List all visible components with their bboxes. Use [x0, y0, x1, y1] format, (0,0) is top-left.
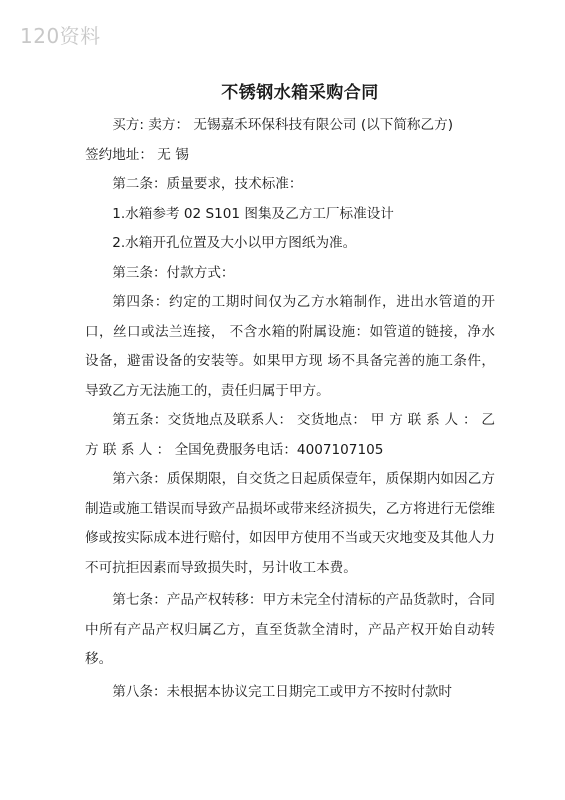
article-2-item-2: 2.水箱开孔位置及大小以甲方图纸为准。: [112, 235, 357, 251]
article-8: 第八条：未根据本协议完工日期完工或甲方不按时付款时: [112, 683, 453, 700]
signing-address: 签约地址： 无 锡: [85, 146, 189, 163]
parties-line: 买方: 卖方： 无锡嘉禾环保科技有限公司 (以下简称乙方): [112, 117, 453, 133]
watermark: 120资料: [20, 24, 101, 48]
article-6: 第六条：质保期限，自交货之日起质保壹年，质保期内如因乙方制造或施工错误而导致产品损坏或带来经济损失，乙方将进行无偿维修或按实际成本进行赔付，如因甲方使用不当或天灾地变及其他人力不可抗拒因素而导致损失时，另计收工本费。: [85, 471, 495, 576]
article-3-heading: 第三条：付款方式：: [112, 264, 235, 281]
article-7: 第七条：产品产权转移：甲方未完全付清标的产品货款时，合同中所有产品产权归属乙方，直至货款全清时，产品产权开始自动转移。: [85, 592, 495, 667]
article-2-item-1: 1.水箱参考 02 S101 图集及乙方工厂标准设计: [112, 205, 394, 222]
document-title: 不锈钢水箱采购合同: [221, 83, 379, 103]
article-2-heading: 第二条：质量要求，技术标准：: [112, 176, 303, 192]
contract-document: [85, 78, 495, 707]
article-5: 第五条：交货地点及联系人： 交货地点： 甲 方 联 系 人 ： 乙 方 联 系 人 ： 全国免费服务电话：4007107105: [85, 412, 495, 458]
article-4: 第四条：约定的工期时间仅为乙方水箱制作，进出水管道的开口，丝口或法兰连接， 不含水箱的附属设施：如管道的链接，净水设备，避雷设备的安装等。如果甲方现 场不具备完善的施工条件，导致乙方无法施工的，责任归属于甲方。: [85, 294, 495, 399]
